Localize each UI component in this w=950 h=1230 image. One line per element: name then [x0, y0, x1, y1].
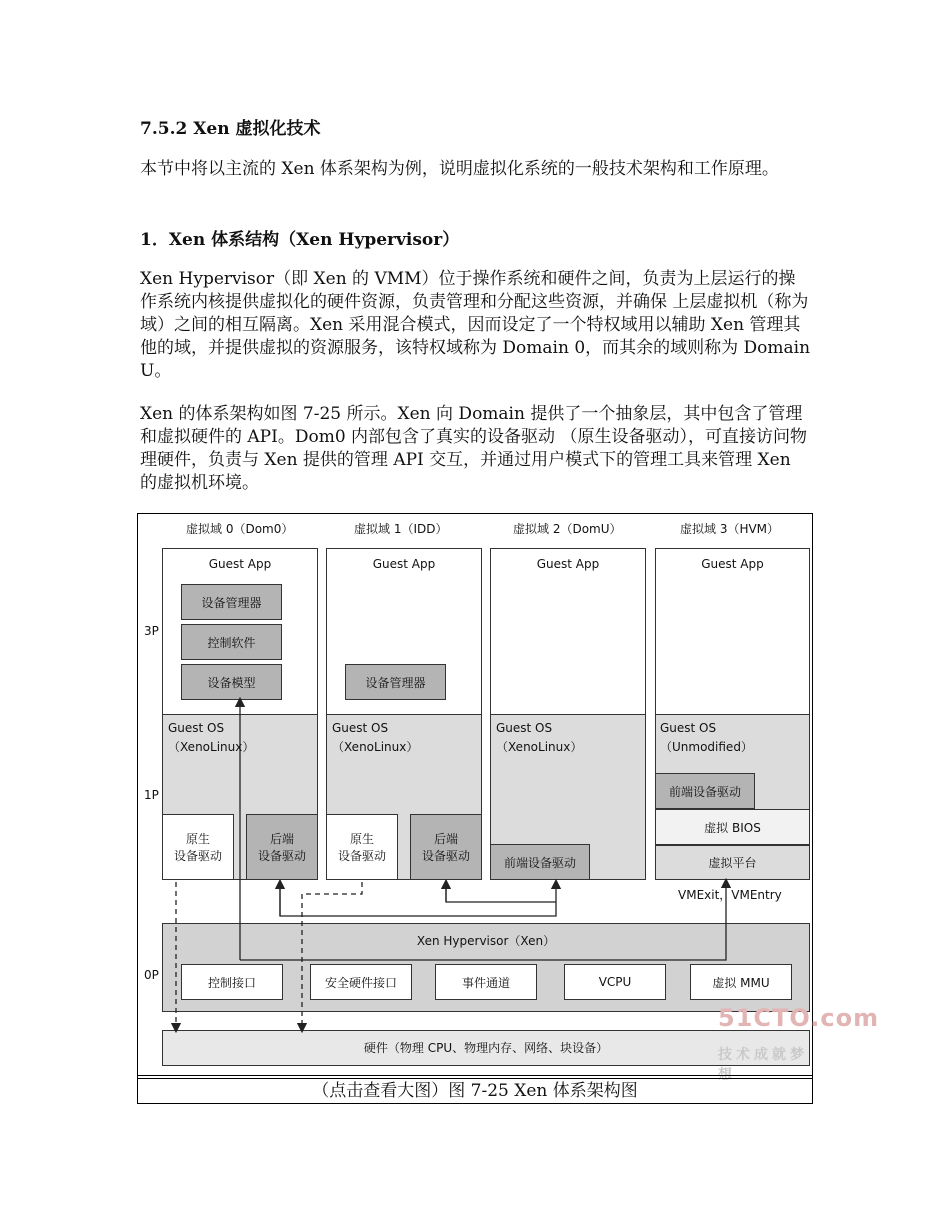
watermark-slogan: 技术成就梦想: [718, 1047, 808, 1083]
section-title: 7.5.2 Xen 虚拟化技术: [140, 119, 321, 139]
domain-1-os-kernel: （XenoLinux）: [332, 740, 419, 754]
subsection-title: 1．Xen 体系结构（Xen Hypervisor）: [140, 230, 460, 250]
domain-2-user-space: [490, 548, 646, 714]
hypervisor-title: Xen Hypervisor（Xen）: [416, 934, 556, 948]
domain-0-control-software: 控制软件: [181, 624, 282, 660]
domain-2-guest-app: Guest App: [536, 557, 600, 571]
domain-3-user-space: [655, 548, 810, 714]
domain-2-os-kernel: （XenoLinux）: [496, 740, 583, 754]
domain-0-os-label: Guest OS: [168, 721, 225, 735]
domain-0-label: 虚拟域 0（Dom0）: [186, 522, 294, 536]
domain-1-os-label: Guest OS: [332, 721, 389, 735]
domain-3-virtual-bios: 虚拟 BIOS: [655, 809, 810, 845]
domain-3-guest-app: Guest App: [701, 557, 764, 571]
watermark-logo: 51CTO.com: [718, 1004, 880, 1032]
hardware-layer: 硬件（物理 CPU、物理内存、网络、块设备）: [162, 1030, 810, 1066]
figure-separator: [138, 1075, 812, 1079]
domain-0-os-kernel: （XenoLinux）: [168, 740, 255, 754]
hypervisor-event-channel: 事件通道: [435, 964, 537, 1000]
domain-3-os-label: Guest OS: [660, 721, 717, 735]
intro-paragraph: 本节中将以主流的 Xen 体系架构为例，说明虚拟化系统的一般技术架构和工作原理。: [140, 159, 779, 179]
architecture-diagram: [138, 514, 880, 1083]
level-label-0p: 0P: [144, 968, 159, 982]
level-label-3p: 3P: [144, 624, 159, 638]
domain-3-virtual-platform: 虚拟平台: [655, 845, 810, 880]
domain-2-frontend-driver: 前端设备驱动: [490, 844, 590, 880]
domain-0-device-manager: 设备管理器: [181, 584, 282, 620]
domain-0-guest-app: Guest App: [208, 557, 272, 571]
domain-1-guest-app: Guest App: [372, 557, 436, 571]
domain-1-device-manager: 设备管理器: [345, 664, 446, 700]
figure-caption[interactable]: （点击查看大图）图 7-25 Xen 体系架构图: [312, 1081, 638, 1101]
domain-3-frontend-driver: 前端设备驱动: [655, 773, 755, 809]
domain-0-backend-driver: 后端 设备驱动: [246, 814, 318, 880]
hypervisor-control-interface: 控制接口: [181, 964, 283, 1000]
domain-2-os-label: Guest OS: [496, 721, 553, 735]
vm-exit-entry-label: VMExit，VMEntry: [678, 888, 782, 902]
hypervisor-virtual-mmu: 虚拟 MMU: [690, 964, 792, 1000]
domain-1-native-driver: 原生 设备驱动: [326, 814, 398, 880]
hypervisor-secure-hw-interface: 安全硬件接口: [310, 964, 412, 1000]
hypervisor-paragraph: Xen Hypervisor（即 Xen 的 VMM）位于操作系统和硬件之间，负责为上层运行的操作系统内核提供虚拟化的硬件资源，负责管理和分配这些资源，并确保 上层虚拟机（称为域）之间的相互隔离。Xen 采用混合模式，因而设定了一个特权域用以辅助 Xen 管理其他的域，并提供虚拟的资源服务，该特权域称为 Domain 0，而其余的域则称为 Domain U。: [140, 269, 811, 381]
domain-0-native-driver: 原生 设备驱动: [162, 814, 234, 880]
domain-0-device-model: 设备模型: [181, 664, 282, 700]
xen-architecture-figure[interactable]: [137, 513, 880, 1104]
architecture-paragraph: Xen 的体系架构如图 7-25 所示。Xen 向 Domain 提供了一个抽象层，其中包含了管理和虚拟硬件的 API。Dom0 内部包含了真实的设备驱动 （原生设备驱动），可直接访问物理硬件，负责与 Xen 提供的管理 API 交互，并通过用户模式下的管理工具来管理 Xen 的虚拟机环境。: [140, 404, 807, 493]
level-label-1p: 1P: [144, 788, 159, 802]
domain-3-os-kernel: （Unmodified）: [660, 740, 753, 754]
domain-1-label: 虚拟域 1（IDD）: [354, 522, 448, 536]
domain-2-label: 虚拟域 2（DomU）: [513, 522, 622, 536]
hypervisor-vcpu: VCPU: [564, 964, 666, 1000]
domain-3-label: 虚拟域 3（HVM）: [680, 522, 780, 536]
domain-1-backend-driver: 后端 设备驱动: [410, 814, 482, 880]
